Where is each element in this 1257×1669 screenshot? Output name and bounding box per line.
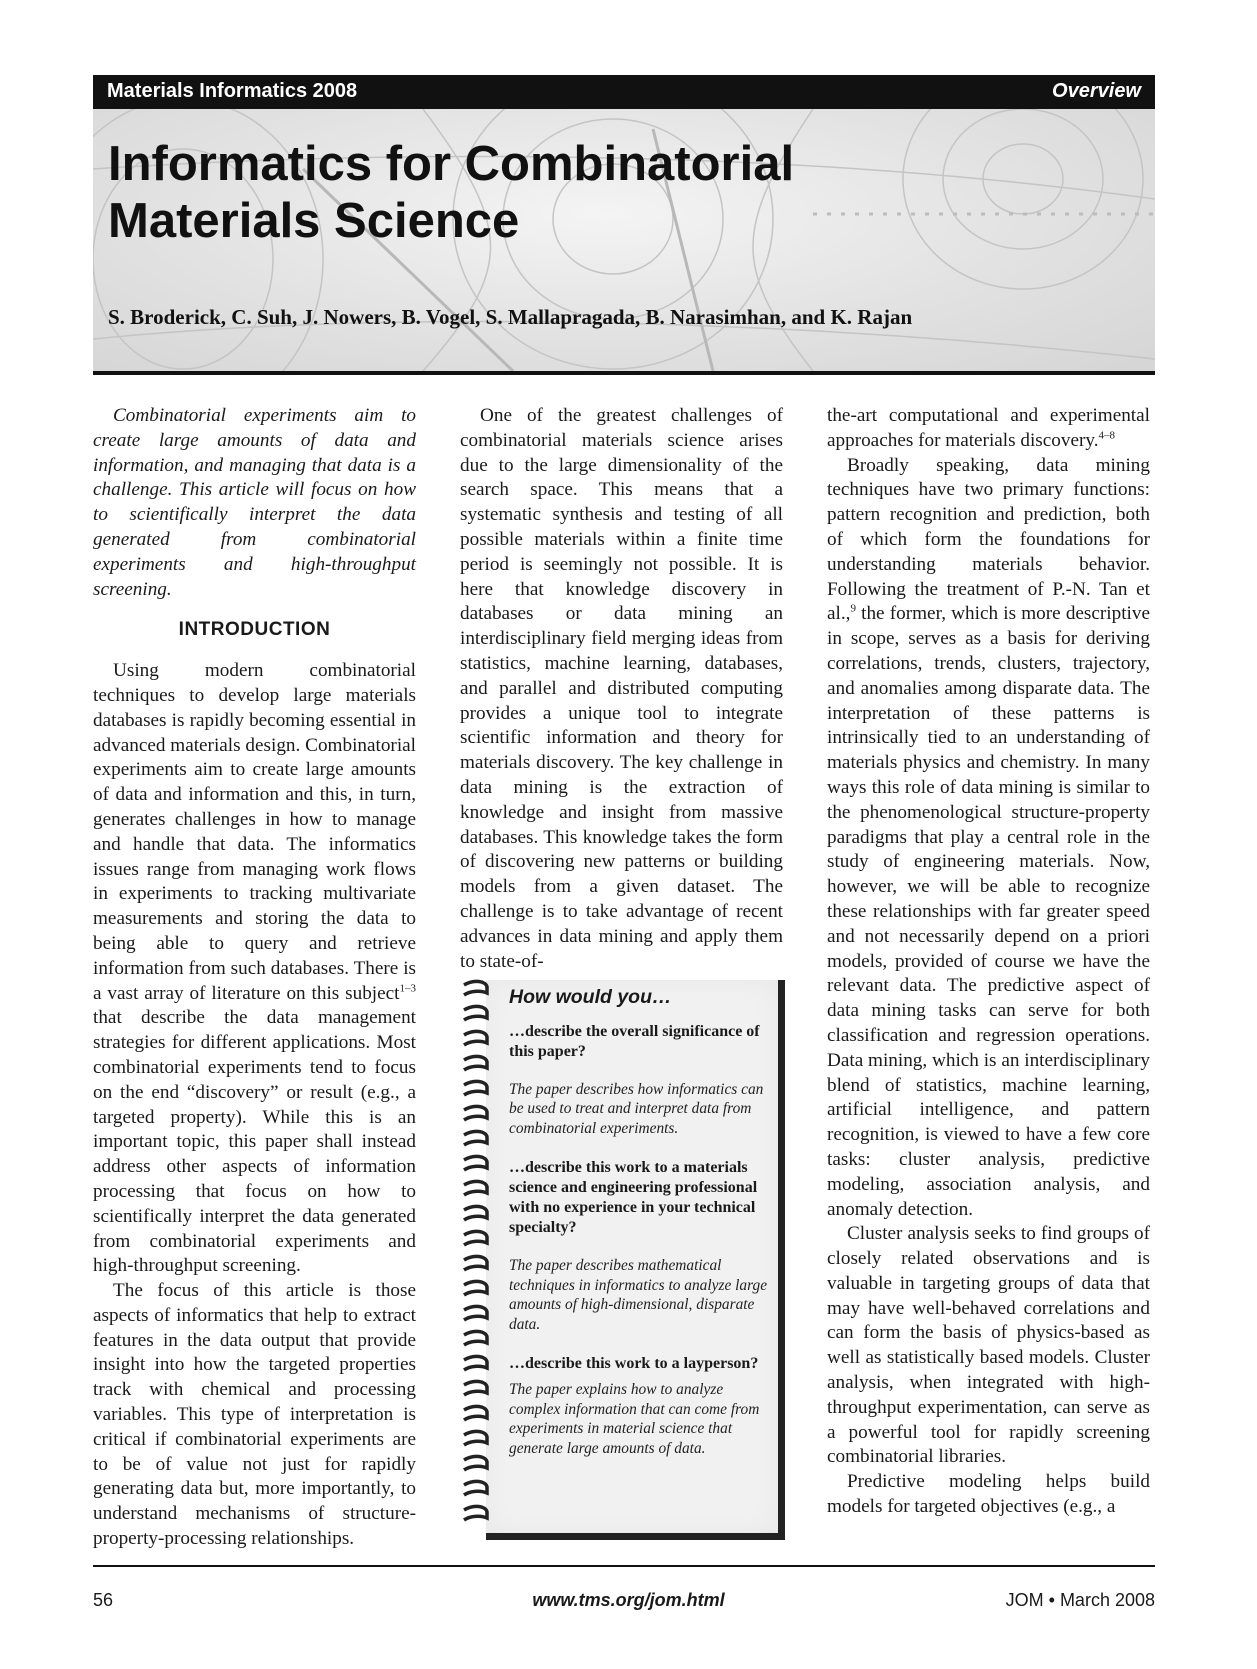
text-column-2 [460,404,783,974]
sidebar-how-would-you [460,975,790,1538]
footer-divider [93,1565,1155,1567]
abstract: Combinatorial experiments aim to create large amounts of data and information, and managing that data is a challenge. This article will focus on how to scientifically interpret the data generated from combinatorial experiments and high-throughput screening. [93,405,416,600]
sidebar-question: …describe the overall significance of this paper? [509,1022,760,1060]
sidebar-answer: The paper explains how to analyze complex information that can come from experiments in material science that generate large amounts of data. [509,1381,760,1457]
paragraph: One of the greatest challenges of combinatorial materials science arises due to the large dimensionality of the search space. This means that a systematic synthesis and testing of all possible materials within a finite time period is seemingly not possible. It is here that knowledge discovery in databases or data mining an interdisciplinary field merging ideas from statistics, machine learning, databases, and parallel and distributed computing provides a unique tool to integrate scientific information and theory for materials discovery. The key challenge in data mining is the extraction of knowledge and insight from massive databases. This knowledge takes the form of discovering new patterns or building models from a given dataset. The challenge is to take advantage of recent advances in data mining and apply them to state-of- [460,405,783,972]
section-label: Overview [1052,80,1141,102]
binding-ring [464,1006,487,1020]
paragraph-text: Using modern combinatorial techniques to develop large materials databases is rapidly becoming essential in advanced materials design. Combinatorial experiments aim to create large amounts of data and information and this, in turn, generates challenges in how to manage and handle that data. The informatics issues range from managing work flows in experiments to tracking multivariate measurements and storing the data to being able to query and retrieve information from such databases. There is a vast array of literature on this subject [93,660,416,1004]
page-number: 56 [93,1590,114,1610]
paragraph [93,659,416,1279]
paragraph-text: Broadly speaking, data mining techniques have two primary functions: pattern recognition and prediction, both of which form the foundations for understanding materials behavior. Following the treatment of P.-N. Tan et al., [827,454,1150,625]
binding-ring [464,1331,487,1345]
sidebar-title: How would you… [509,986,672,1008]
sidebar-question: …describe this work to a materials science and engineering professional with no experience in your technical specialty? [509,1159,758,1237]
paragraph-text: that describe the data management strategies for different applications. Most combinatorial experiments tend to focus on the end “discovery” or result (e.g., a targeted property). While this is an important topic, this paper shall instead address other aspects of information processing that focus on how to scientifically interpret the data generated from combinatorial experiments and high-throughput screening. [93,1007,416,1277]
binding-ring [464,1281,487,1295]
text-column-1 [93,404,416,1552]
journal-name: Materials Informatics 2008 [107,80,358,102]
paragraph [827,454,1150,1223]
journal-header-bar [93,75,1155,109]
binding-ring [464,1056,487,1070]
binding-ring [464,1381,487,1395]
article-authors: S. Broderick, C. Suh, J. Nowers, B. Vogel, S. Mallapragada, B. Narasimhan, and K. Rajan [108,305,913,329]
reference-citation[interactable]: 1–3 [399,982,416,995]
binding-ring [464,1506,487,1520]
paragraph-text: the-art computational and experimental approaches for materials discovery. [827,405,1150,451]
sidebar-content [509,988,771,1478]
binding-ring [464,1356,487,1370]
paragraph: The focus of this article is those aspects of informatics that help to extract features in the data output that provide insight into how the targeted properties track with chemical and processing variables. This type of interpretation is critical if combinatorial experiments are to be of value not just for rapidly generating data but, more importantly, to understand mechanisms of structure-property-processing relationships. [93,1280,416,1550]
binding-ring [464,1256,487,1270]
spiral-binding-icon [460,975,490,1538]
section-heading-introduction: INTRODUCTION [178,619,331,641]
binding-ring [464,1181,487,1195]
binding-ring [464,1456,487,1470]
sidebar-answer: The paper describes how informatics can be used to treat and interpret data from combinatorial experiments. [509,1080,764,1137]
text-column-3 [827,404,1150,1520]
binding-ring [464,1081,487,1095]
paragraph: Predictive modeling helps build models for targeted objectives (e.g., a [827,1471,1150,1518]
binding-ring [464,1106,487,1120]
paragraph [827,404,1150,454]
binding-ring [464,1481,487,1495]
paragraph-text: the former, which is more descriptive in scope, serves as a basis for deriving correlations, trends, clusters, trajectory, and anomalies among disparate data. The interpretation of these patterns is intrinsically tied to an understanding of materials physics and chemistry. In many ways this role of data mining is similar to the phenomenological structure-property paradigms that play a central role in the study of engineering materials. Now, however, we will be able to recognize these relationships with far greater speed and not necessarily depend on a priori models, provided of course we have the relevant data. The predictive aspect of data mining tasks can serve for both classification and regression operations. Data mining, which is an interdisciplinary blend of statistics, machine learning, artificial intelligence, and pattern recognition, is viewed to have a few core tasks: cluster analysis, predictive modeling, association analysis, and anomaly detection. [827,603,1150,1220]
header-divider [93,371,1155,375]
binding-ring [464,1156,487,1170]
binding-ring [464,1406,487,1420]
journal-issue: JOM • March 2008 [1005,1590,1155,1610]
binding-ring [464,981,487,995]
sidebar-question: …describe this work to a layperson? [509,1355,759,1373]
reference-citation[interactable]: 4–8 [1098,429,1116,442]
binding-ring [464,1306,487,1320]
sidebar-answer: The paper describes mathematical techniques in informatics to analyze large amounts of high-dimensional, disparate data. [509,1257,768,1333]
binding-ring [464,1206,487,1220]
paragraph: Cluster analysis seeks to find groups of closely related observations and is valuable in targeting groups of data that may have well-behaved correlations and can form the basis of physics-based as well as statistically based models. Cluster analysis, when integrated with high-throughput experimentation, can serve as a powerful tool for rapidly screening combinatorial libraries. [827,1223,1150,1468]
reference-citation[interactable]: 9 [850,602,856,615]
binding-ring [464,1131,487,1145]
binding-ring [464,1431,487,1445]
article-title: Informatics for Combinatorial Materials Science [108,137,795,248]
journal-url-link[interactable]: www.tms.org/jom.html [532,1590,725,1610]
binding-ring [464,1031,487,1045]
binding-ring [464,1231,487,1245]
